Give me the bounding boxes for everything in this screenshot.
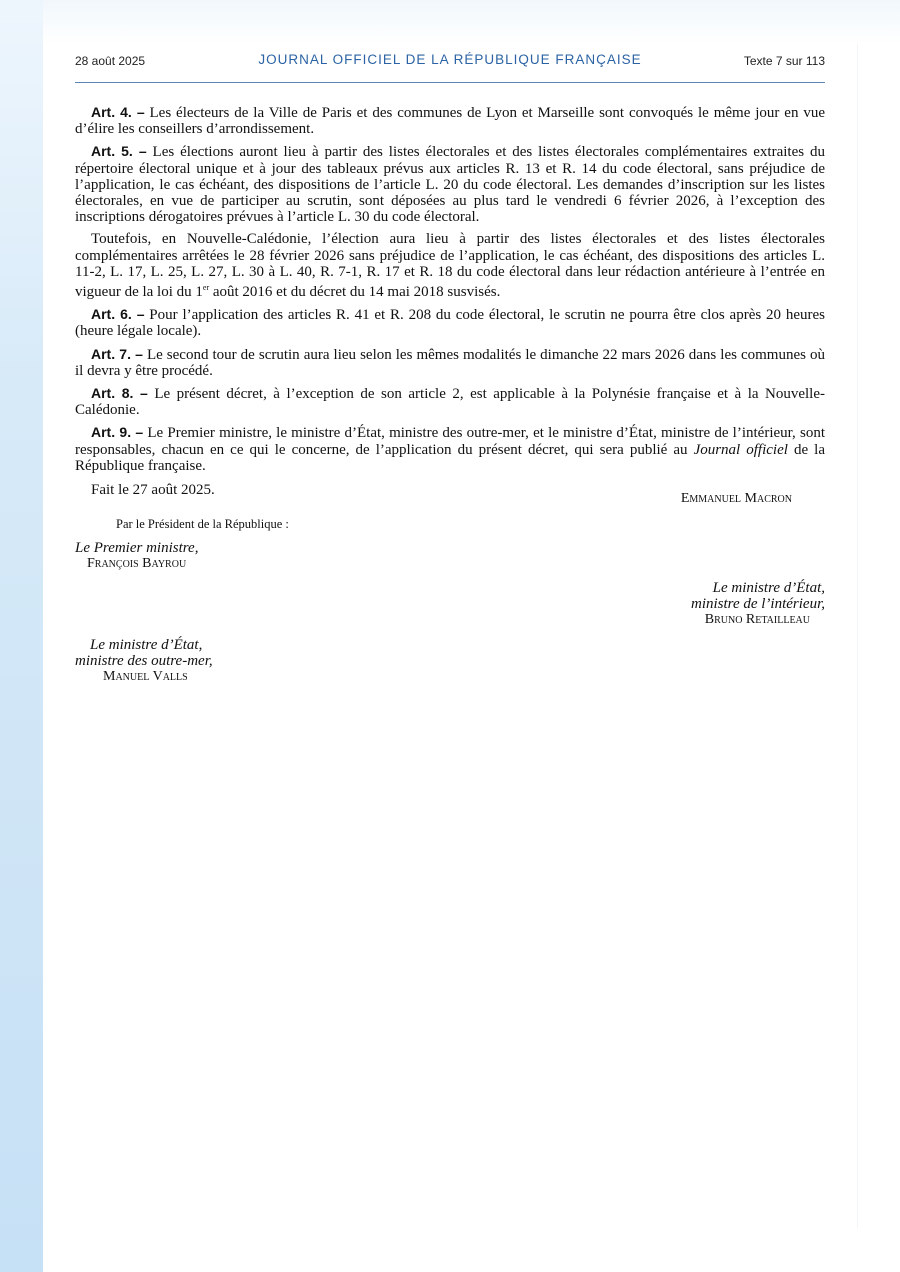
signature-president: Emmanuel Macron [680, 491, 792, 506]
article-4-text: Les électeurs de la Ville de Paris et des communes de Lyon et Marseille sont convoqués le même jour en vue d’élire les conseillers d’arrondissement. [75, 105, 825, 138]
article-4-label: Art. 4. – [91, 104, 145, 120]
article-5-continuation [75, 231, 825, 300]
article-5-label: Art. 5. – [91, 143, 147, 160]
page-header [75, 46, 825, 83]
article-4 [75, 104, 825, 137]
article-5-cont-text-a: Toutefois, en Nouvelle-Calédonie, l’élection aura lieu à partir des listes électorales et des listes électorales complémentaires arrêtées le 28 février 2026 sans préjudice de l’application, le cas échéant, des dispositions des articles L. 11-2, L. 17, L. 25, L. 27, L. 30 à L. 40, R. 7-1, R. 17 et R. 18 du code électoral dans leur rédaction antérieure à l’entrée en vigueur de la loi du 1 [75, 231, 825, 301]
article-9-label: Art. 9. – [91, 424, 144, 441]
article-5-cont-sup: er [202, 283, 210, 293]
header-date: 28 août 2025 [75, 54, 146, 68]
header-text-number: Texte 7 sur 113 [743, 54, 825, 68]
article-8-label: Art. 8. – [91, 385, 148, 402]
ministre-outre-mer-name: Manuel Valls [103, 669, 188, 684]
ministre-interieur-title2: ministre de l’intérieur, [690, 596, 825, 612]
signature-ministre-interieur [691, 580, 825, 628]
ministre-outre-mer-title1: Le ministre d’État, [90, 637, 203, 653]
fait-date: Fait le 27 août 2025. [91, 482, 215, 499]
premier-ministre-name: François Bayrou [87, 556, 187, 571]
article-6 [75, 306, 825, 339]
article-6-text: Pour l’application des articles R. 41 et R. 208 du code électoral, le scrutin ne pourra être clos après 20 heures (heure légale locale). [75, 307, 825, 340]
article-9-text-b: de la République française. [75, 441, 826, 474]
signature-ministre-outre-mer [75, 637, 213, 685]
article-8 [75, 385, 825, 418]
article-9 [75, 424, 825, 474]
header-journal-title: JOURNAL OFFICIEL DE LA RÉPUBLIQUE FRANÇAISE [258, 52, 642, 67]
article-7-label: Art. 7. – [91, 345, 143, 362]
signature-premier-ministre [75, 540, 198, 572]
article-6-label: Art. 6. – [91, 306, 145, 323]
article-5-text: Les élections auront lieu à partir des listes électorales et des listes électorales complémentaires extraites du répertoire électoral unique et à jour des tableaux prévus aux articles R. 13 et R. 14 du code électoral, sans préjudice de l’application, le cas échéant, des dispositions de l’article L. 20 du code électoral. Les demandes d’inscription sur les listes électorales, en vue de participer au scrutin, sont déposées au plus tard le vendredi 6 février 2026, à l’exception des inscriptions dérogatoires prévues à l’article L. 30 du code électoral. [75, 144, 825, 226]
decree-body [75, 104, 825, 498]
ministre-outre-mer-title2: ministre des outre-mer, [75, 653, 213, 669]
article-5 [75, 143, 825, 225]
top-margin [43, 0, 900, 44]
article-5-cont-text-b: août 2016 et du décret du 14 mai 2018 susvisés. [209, 284, 501, 301]
article-7-text: Le second tour de scrutin aura lieu selon les mêmes modalités le dimanche 22 mars 2026 dans les communes où il devra y être procédé. [75, 346, 825, 379]
ministre-interieur-name: Bruno Retailleau [704, 612, 810, 627]
article-9-text-a: Le Premier ministre, le ministre d’État, ministre des outre-mer, et le ministre d’État, ministre de l’intérieur, sont responsables, chacun en ce qui le concerne, de l’application du présent décret, qui sera publié au [75, 425, 825, 458]
premier-ministre-title: Le Premier ministre, [75, 540, 199, 556]
left-margin-band [0, 0, 43, 1272]
article-9-italic: Journal officiel [693, 441, 788, 458]
article-8-text: Le présent décret, à l’exception de son article 2, est applicable à la Polynésie française et à la Nouvelle-Calédonie. [75, 386, 825, 419]
par-le-president: Par le Président de la République : [116, 517, 289, 531]
ministre-interieur-title1: Le ministre d’État, [712, 580, 825, 596]
article-7 [75, 346, 825, 379]
